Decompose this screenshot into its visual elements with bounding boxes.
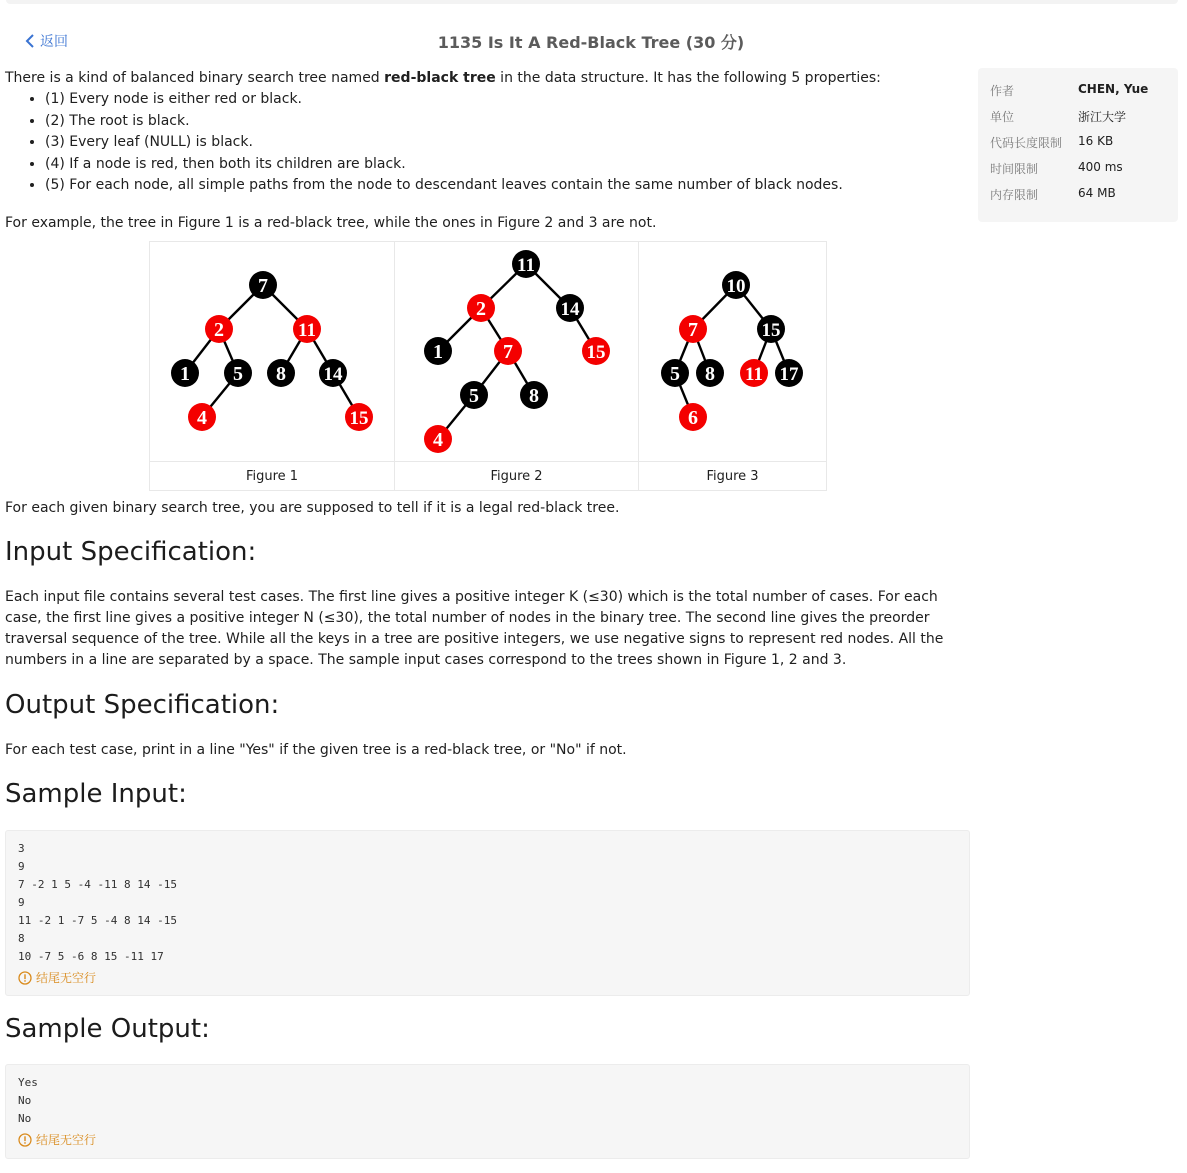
chevron-left-icon bbox=[24, 33, 36, 49]
back-button[interactable] bbox=[24, 31, 68, 51]
node-label: 2 bbox=[476, 298, 486, 320]
node-label: 11 bbox=[298, 320, 316, 341]
info-key: 代码长度限制 bbox=[990, 136, 1063, 150]
node-label: 11 bbox=[745, 364, 763, 385]
node-label: 15 bbox=[761, 320, 781, 341]
note-text: 结尾无空行 bbox=[36, 971, 97, 985]
warning-circle-icon bbox=[18, 1133, 32, 1147]
node-label: 7 bbox=[258, 275, 268, 297]
intro-bold: red-black tree bbox=[384, 70, 496, 86]
node-label: 7 bbox=[688, 319, 698, 341]
back-label: 返回 bbox=[40, 34, 68, 50]
note-text: 结尾无空行 bbox=[36, 1133, 97, 1147]
problem-title: 1135 Is It A Red-Black Tree (30 分) bbox=[437, 33, 745, 52]
node-label: 15 bbox=[586, 342, 606, 363]
node-label: 2 bbox=[214, 319, 224, 341]
tree-node bbox=[249, 271, 277, 299]
tree-node bbox=[319, 359, 347, 387]
output-spec-text: For each test case, print in a line "Yes" if the given tree is a red-black tree, or "No" if not. bbox=[5, 742, 627, 758]
properties-list bbox=[5, 89, 970, 197]
info-value: CHEN, Yue bbox=[1078, 82, 1149, 96]
list-item: • (1) Every node is either red or black. bbox=[45, 89, 970, 111]
info-value: 浙江大学 bbox=[1078, 110, 1127, 124]
node-label: 14 bbox=[560, 299, 580, 320]
tree-node bbox=[171, 359, 199, 387]
node-label: 10 bbox=[726, 276, 746, 297]
tree-node bbox=[267, 359, 295, 387]
info-panel bbox=[978, 68, 1178, 222]
node-label: 1 bbox=[433, 341, 443, 363]
info-value: 400 ms bbox=[1078, 160, 1123, 174]
sample-input-heading: Sample Input: bbox=[5, 779, 187, 809]
figure-3-tree bbox=[639, 242, 827, 461]
figure-1 bbox=[150, 242, 394, 490]
figure-caption: Figure 2 bbox=[395, 461, 638, 490]
sample-input-code: 3 9 7 -2 1 5 -4 -11 8 14 -15 9 11 -2 1 -7 5 -4 8 14 -15 8 10 -7 5 -6 8 15 -11 17 bbox=[18, 842, 177, 963]
node-label: 8 bbox=[276, 363, 286, 385]
no-trailing-newline-note bbox=[18, 969, 957, 986]
tree-node bbox=[424, 425, 452, 453]
warning-circle-icon bbox=[18, 971, 32, 985]
tree-node bbox=[520, 381, 548, 409]
problem-description bbox=[5, 68, 970, 197]
example-text: For example, the tree in Figure 1 is a red-black tree, while the ones in Figure 2 and 3 are not. bbox=[5, 215, 657, 231]
list-item: • (5) For each node, all simple paths from the node to descendant leaves contain the same number of black nodes. bbox=[45, 175, 970, 197]
info-value: 64 MB bbox=[1078, 186, 1116, 200]
node-label: 17 bbox=[779, 364, 799, 385]
tree-node bbox=[740, 359, 768, 387]
node-label: 5 bbox=[233, 363, 243, 385]
figure-caption: Figure 3 bbox=[639, 461, 826, 490]
tree-node bbox=[722, 271, 750, 299]
list-item: • (4) If a node is red, then both its children are black. bbox=[45, 154, 970, 176]
figure-3 bbox=[638, 242, 826, 490]
sample-output-box bbox=[5, 1064, 970, 1159]
task-text: For each given binary search tree, you are supposed to tell if it is a legal red-black tree. bbox=[5, 500, 620, 516]
tree-node bbox=[494, 337, 522, 365]
intro-text bbox=[5, 68, 970, 89]
tree-node bbox=[661, 359, 689, 387]
tree-node bbox=[424, 337, 452, 365]
tree-node bbox=[582, 337, 610, 365]
sample-input-box bbox=[5, 830, 970, 996]
intro-before: There is a kind of balanced binary search tree named bbox=[5, 70, 385, 86]
node-label: 4 bbox=[433, 429, 443, 451]
info-key: 作者 bbox=[990, 84, 1015, 98]
info-key: 单位 bbox=[990, 110, 1015, 124]
node-label: 6 bbox=[688, 407, 698, 429]
input-spec-heading: Input Specification: bbox=[5, 537, 257, 567]
node-label: 11 bbox=[517, 255, 535, 276]
tree-node bbox=[679, 403, 707, 431]
figure-table bbox=[149, 241, 827, 491]
intro-after: in the data structure. It has the following 5 properties: bbox=[495, 70, 881, 86]
tree-node bbox=[188, 403, 216, 431]
figure-2 bbox=[394, 242, 638, 490]
tree-node bbox=[757, 315, 785, 343]
sample-output-code: Yes No No bbox=[18, 1076, 38, 1125]
node-label: 7 bbox=[503, 341, 513, 363]
no-trailing-newline-note bbox=[18, 1131, 957, 1148]
node-label: 15 bbox=[349, 408, 369, 429]
tree-node bbox=[345, 403, 373, 431]
tree-node bbox=[467, 294, 495, 322]
tree-node bbox=[696, 359, 724, 387]
tree-node bbox=[512, 250, 540, 278]
input-spec-text: Each input file contains several test cases. The first line gives a positive integer K (≤30) which is the total number of cases. For each case, the first line gives a positive integer N (≤30), the total number of nodes in the binary tree. The second line gives the preorder traversal sequence of the tree. While all the keys in a tree are positive integers, we use negative signs to represent red nodes. All the numbers in a line are separated by a space. The sample input cases correspond to the trees shown in Figure 1, 2 and 3. bbox=[5, 589, 944, 668]
info-value: 16 KB bbox=[1078, 134, 1114, 148]
tree-node bbox=[775, 359, 803, 387]
info-key: 内存限制 bbox=[990, 188, 1039, 202]
output-spec-heading: Output Specification: bbox=[5, 690, 280, 720]
node-label: 8 bbox=[529, 385, 539, 407]
figure-1-tree bbox=[150, 242, 394, 461]
list-item: • (3) Every leaf (NULL) is black. bbox=[45, 132, 970, 154]
node-label: 5 bbox=[670, 363, 680, 385]
tree-node bbox=[460, 381, 488, 409]
figure-caption: Figure 1 bbox=[150, 461, 394, 490]
node-label: 8 bbox=[705, 363, 715, 385]
node-label: 1 bbox=[180, 363, 190, 385]
info-key: 时间限制 bbox=[990, 162, 1039, 176]
tree-node bbox=[293, 315, 321, 343]
tree-node bbox=[679, 315, 707, 343]
node-label: 4 bbox=[197, 407, 207, 429]
tree-node bbox=[205, 315, 233, 343]
node-label: 14 bbox=[323, 364, 343, 385]
list-item: • (2) The root is black. bbox=[45, 111, 970, 133]
top-strip bbox=[6, 0, 1178, 4]
sample-output-heading: Sample Output: bbox=[5, 1014, 210, 1044]
tree-node bbox=[556, 294, 584, 322]
node-label: 5 bbox=[469, 385, 479, 407]
tree-node bbox=[224, 359, 252, 387]
figure-2-tree bbox=[395, 242, 638, 461]
